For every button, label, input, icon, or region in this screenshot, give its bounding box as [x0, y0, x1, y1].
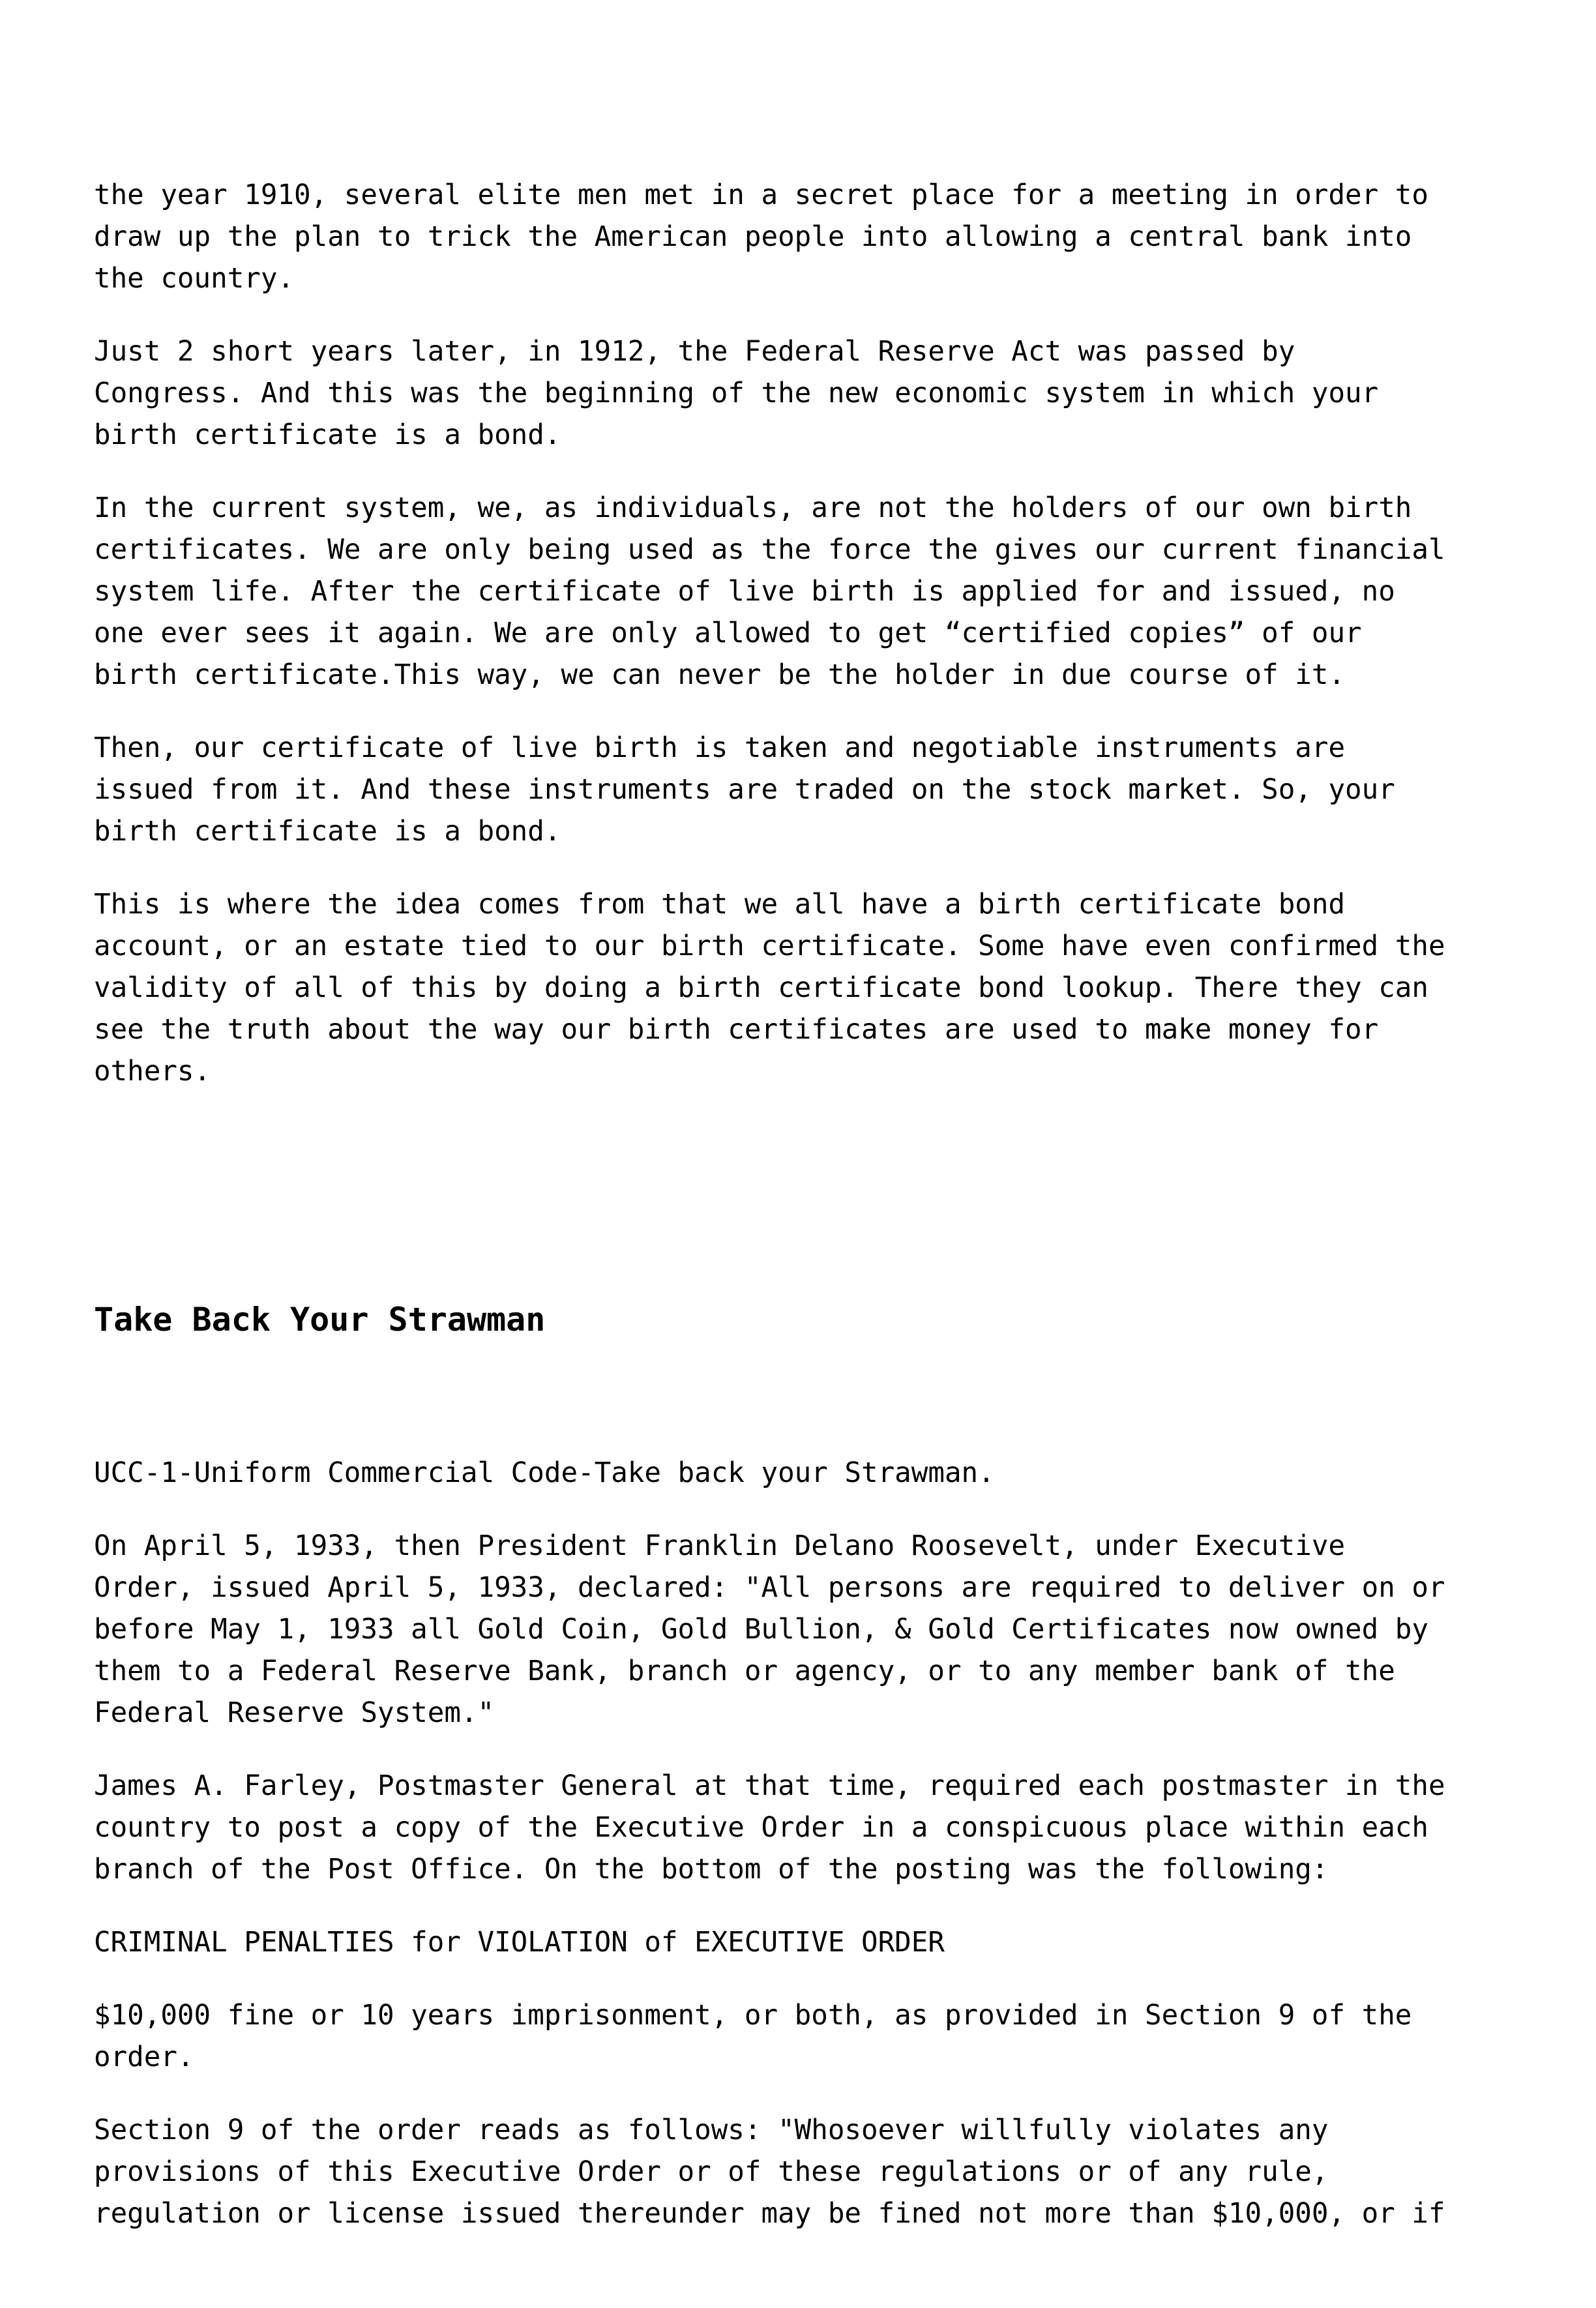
text-line: one ever sees it again. We are only allowed to get “certified copies” of our — [94, 617, 1362, 649]
text-line: them to a Federal Reserve Bank, branch or agency, or to any member bank of the — [94, 1655, 1395, 1687]
text-line: Then, our certificate of live birth is taken and negotiable instruments are — [94, 732, 1346, 764]
text-line: birth certificate.This way, we can never be the holder in due course of it. — [94, 659, 1346, 691]
text-line: order. — [94, 2041, 194, 2073]
text-line: system life. After the certificate of live birth is applied for and issued, no — [94, 576, 1395, 608]
paragraph — [94, 1766, 1515, 1891]
paragraph — [94, 1995, 1515, 2079]
section-heading: Take Back Your Strawman — [94, 1301, 546, 1339]
text-line: before May 1, 1933 all Gold Coin, Gold Bullion, & Gold Certificates now owned by — [94, 1614, 1428, 1646]
paragraph — [94, 2110, 1515, 2235]
text-line: Just 2 short years later, in 1912, the Federal Reserve Act was passed by — [94, 336, 1295, 368]
text-line: account, or an estate tied to our birth certificate. Some have even confirmed the — [94, 930, 1445, 962]
text-line: branch of the Post Office. On the bottom of the posting was the following: — [94, 1854, 1329, 1886]
text-line: regulation or license issued thereunder may be fined not more than $10,000, or if — [94, 2198, 1445, 2230]
text-line: This is where the idea comes from that we all have a birth certificate bond — [94, 889, 1346, 921]
text-line: James A. Farley, Postmaster General at that time, required each postmaster in the — [94, 1770, 1445, 1802]
body-section-after — [94, 1453, 1515, 2235]
text-line: birth certificate is a bond. — [94, 816, 561, 848]
paragraph — [94, 331, 1515, 456]
paragraph — [94, 884, 1515, 1093]
text-line: certificates. We are only being used as the force the gives our current financial — [94, 534, 1445, 566]
text-line: Congress. And this was the beginning of the new economic system in which your — [94, 377, 1379, 409]
text-line: CRIMINAL PENALTIES for VIOLATION of EXECUTIVE ORDER — [94, 1927, 945, 1959]
text-line: others. — [94, 1056, 211, 1087]
paragraph — [94, 1526, 1515, 1734]
text-line: provisions of this Executive Order or of these regulations or of any rule, — [94, 2156, 1329, 2188]
text-line: UCC-1-Uniform Commercial Code-Take back your Strawman. — [94, 1457, 995, 1489]
text-line: $10,000 fine or 10 years imprisonment, or both, as provided in Section 9 of the — [94, 2000, 1412, 2032]
document-page — [94, 91, 1515, 2308]
text-line: In the current system, we, as individuals, are not the holders of our own birth — [94, 492, 1412, 524]
paragraph — [94, 728, 1515, 853]
paragraph — [94, 1922, 1515, 1964]
paragraph — [94, 175, 1515, 300]
text-line: Order, issued April 5, 1933, declared: "All persons are required to deliver on or — [94, 1572, 1445, 1604]
text-line: draw up the plan to trick the American people into allowing a central bank into — [94, 221, 1412, 253]
text-line: see the truth about the way our birth certificates are used to make money for — [94, 1014, 1379, 1046]
text-line: Section 9 of the order reads as follows: "Whosoever willfully violates any — [94, 2114, 1329, 2146]
text-line: On April 5, 1933, then President Franklin Delano Roosevelt, under Executive — [94, 1530, 1346, 1562]
text-line: the year 1910, several elite men met in a secret place for a meeting in order to — [94, 179, 1428, 211]
body-section-before — [94, 175, 1515, 1093]
text-line: issued from it. And these instruments are traded on the stock market. So, your — [94, 774, 1395, 806]
paragraph — [94, 1453, 1515, 1494]
text-line: country to post a copy of the Executive Order in a conspicuous place within each — [94, 1812, 1428, 1844]
text-line: the country. — [94, 263, 295, 295]
text-line: validity of all of this by doing a birth certificate bond lookup. There they can — [94, 972, 1428, 1004]
paragraph — [94, 488, 1515, 696]
text-line: birth certificate is a bond. — [94, 419, 561, 451]
text-line: Federal Reserve System." — [94, 1697, 495, 1729]
